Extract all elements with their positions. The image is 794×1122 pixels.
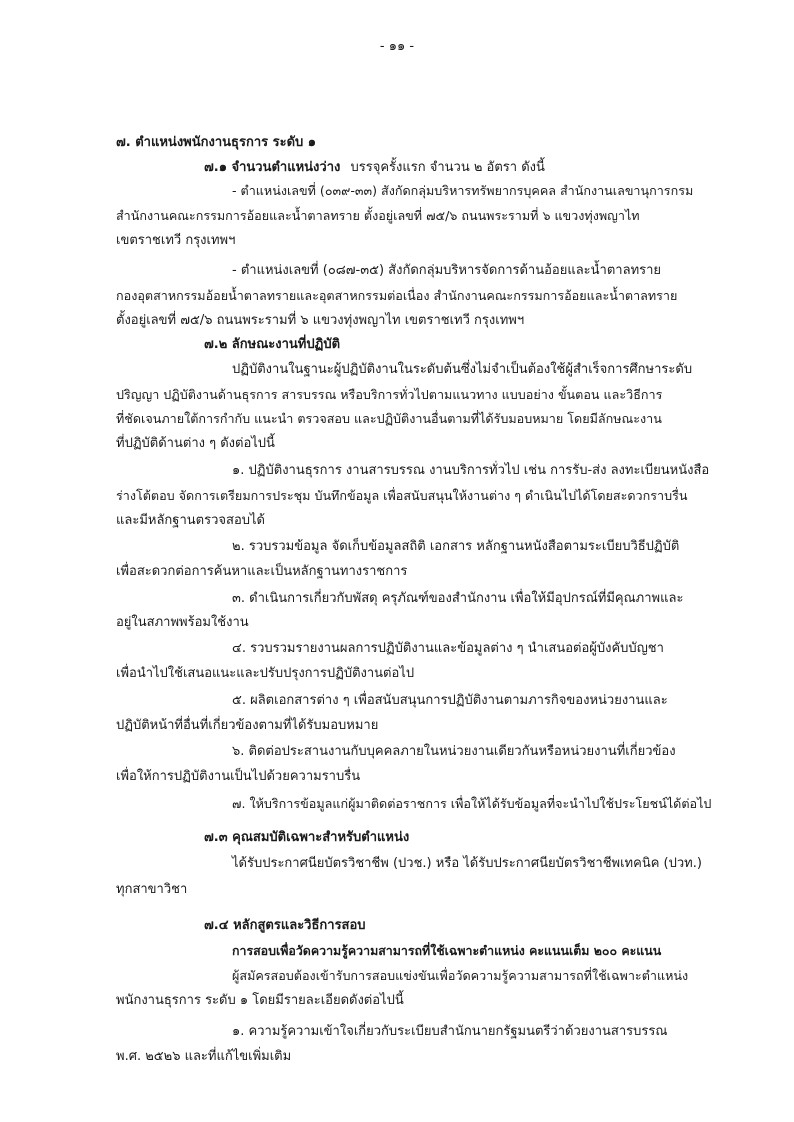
subsection-7-1-heading-rest: บรรจุครั้งแรก จำนวน ๒ อัตรา ดังนี้ bbox=[350, 160, 545, 175]
duty-1-line-3: และมีหลักฐานตรวจสอบได้ bbox=[116, 513, 265, 528]
duty-7-line-1: ๗. ให้บริการข้อมูลแก่ผู้มาติดต่อราชการ เพื่อให้ได้รับข้อมูลที่จะนำไปใช้ประโยชน์ได้ต่อไป bbox=[232, 796, 712, 811]
duty-4-line-1: ๔. รวบรวมรายงานผลการปฏิบัติงานและข้อมูลต่าง ๆ นำเสนอต่อผู้บังคับบัญชา bbox=[232, 641, 664, 656]
exam-intro-line-1: ผู้สมัครสอบต้องเข้ารับการสอบแข่งขันเพื่อวัดความรู้ความสามารถที่ใช้เฉพาะตำแหน่ง bbox=[232, 968, 689, 983]
job-desc-line-1: ปฏิบัติงานในฐานะผู้ปฏิบัติงานในระดับต้นซึ่งไม่จำเป็นต้องใช้ผู้สำเร็จการศึกษาระดับ bbox=[232, 362, 693, 377]
duty-1-line-1: ๑. ปฏิบัติงานธุรการ งานสารบรรณ งานบริการทั่วไป เช่น การรับ-ส่ง ลงทะเบียนหนังสือ bbox=[232, 463, 710, 478]
job-desc-line-2: ปริญญา ปฏิบัติงานด้านธุรการ สารบรรณ หรือบริการทั่วไปตามแนวทาง แบบอย่าง ขั้นตอน และวิธีการ bbox=[116, 387, 663, 402]
subsection-7-3-heading: ๗.๓ คุณสมบัติเฉพาะสำหรับตำแหน่ง bbox=[204, 830, 410, 845]
subsection-7-1-heading: ๗.๑ จำนวนตำแหน่งว่าง bbox=[204, 160, 341, 175]
subsection-7-2-heading: ๗.๒ ลักษณะงานที่ปฏิบัติ bbox=[204, 337, 341, 352]
position-1-line-1: - ตำแหน่งเลขที่ (๐๓๙-๓๓) สังกัดกลุ่มบริหารทรัพยากรบุคคล สำนักงานเลขานุการกรม bbox=[232, 183, 694, 198]
position-1-line-3: เขตราชเทวี กรุงเทพฯ bbox=[116, 233, 236, 248]
subsection-7-4-heading: ๗.๔ หลักสูตรและวิธีการสอบ bbox=[204, 918, 366, 933]
exam-item-1-line-1: ๑. ความรู้ความเข้าใจเกี่ยวกับระเบียบสำนักนายกรัฐมนตรีว่าด้วยงานสารบรรณ bbox=[232, 1024, 668, 1039]
page-number: - ๑๑ - bbox=[379, 39, 415, 54]
qualification-line-2: ทุกสาขาวิชา bbox=[116, 882, 188, 897]
duty-5-line-1: ๕. ผลิตเอกสารต่าง ๆ เพื่อสนับสนุนการปฏิบัติงานตามภารกิจของหน่วยงานและ bbox=[232, 693, 668, 708]
subsection-7-1-heading-line bbox=[204, 159, 545, 177]
job-desc-line-4: ที่ปฏิบัติด้านต่าง ๆ ดังต่อไปนี้ bbox=[116, 436, 275, 451]
duty-2-line-1: ๒. รวบรวมข้อมูล จัดเก็บข้อมูลสถิติ เอกสาร หลักฐานหนังสือตามระเบียบวิธีปฏิบัติ bbox=[232, 539, 680, 554]
qualification-line-1: ได้รับประกาศนียบัตรวิชาชีพ (ปวช.) หรือ ได้รับประกาศนียบัตรวิชาชีพเทคนิค (ปวท.) bbox=[232, 856, 702, 871]
position-2-line-1: - ตำแหน่งเลขที่ (๐๘๗-๓๕) สังกัดกลุ่มบริหารจัดการด้านอ้อยและน้ำตาลทราย bbox=[232, 263, 662, 278]
duty-6-line-2: เพื่อให้การปฏิบัติงานเป็นไปด้วยความราบรื่น bbox=[116, 769, 361, 784]
duty-1-line-2: ร่างโต้ตอบ จัดการเตรียมการประชุม บันทึกข้อมูล เพื่อสนับสนุนให้งานต่าง ๆ ดำเนินไปได้โดยสะดวกราบรื่น bbox=[116, 488, 688, 503]
duty-4-line-2: เพื่อนำไปใช้เสนอแนะและปรับปรุงการปฏิบัติงานต่อไป bbox=[116, 666, 415, 681]
position-1-line-2: สำนักงานคณะกรรมการอ้อยและน้ำตาลทราย ตั้งอยู่เลขที่ ๗๕/๖ ถนนพระรามที่ ๖ แขวงทุ่งพญาไท bbox=[116, 208, 640, 223]
exam-subheading: การสอบเพื่อวัดความรู้ความสามารถที่ใช้เฉพาะตำแหน่ง คะแนนเต็ม ๒๐๐ คะแนน bbox=[232, 943, 662, 958]
duty-3-line-2: อยู่ในสภาพพร้อมใช้งาน bbox=[116, 615, 249, 630]
exam-intro-line-2: พนักงานธุรการ ระดับ ๑ โดยมีรายละเอียดดังต่อไปนี้ bbox=[116, 993, 404, 1008]
exam-item-1-line-2: พ.ศ. ๒๕๒๖ และที่แก้ไขเพิ่มเติม bbox=[116, 1049, 292, 1064]
position-2-line-2: กองอุตสาหกรรมอ้อยน้ำตาลทรายและอุตสาหกรรมต่อเนื่อง สำนักงานคณะกรรมการอ้อยและน้ำตาลทราย bbox=[116, 288, 678, 303]
duty-3-line-1: ๓. ดำเนินการเกี่ยวกับพัสดุ ครุภัณฑ์ของสำนักงาน เพื่อให้มีอุปกรณ์ที่มีคุณภาพและ bbox=[232, 591, 684, 606]
duty-6-line-1: ๖. ติดต่อประสานงานกับบุคคลภายในหน่วยงานเดียวกันหรือหน่วยงานที่เกี่ยวข้อง bbox=[232, 744, 676, 759]
position-2-line-3: ตั้งอยู่เลขที่ ๗๕/๖ ถนนพระรามที่ ๖ แขวงทุ่งพญาไท เขตราชเทวี กรุงเทพฯ bbox=[116, 313, 525, 328]
section-title: ๗. ตำแหน่งพนักงานธุรการ ระดับ ๑ bbox=[116, 135, 317, 150]
duty-2-line-2: เพื่อสะดวกต่อการค้นหาและเป็นหลักฐานทางราชการ bbox=[116, 564, 408, 579]
job-desc-line-3: ที่ชัดเจนภายใต้การกำกับ แนะนำ ตรวจสอบ และปฏิบัติงานอื่นตามที่ได้รับมอบหมาย โดยมีลักษณะงาน bbox=[116, 411, 662, 426]
duty-5-line-2: ปฏิบัติหน้าที่อื่นที่เกี่ยวข้องตามที่ได้รับมอบหมาย bbox=[116, 718, 379, 733]
